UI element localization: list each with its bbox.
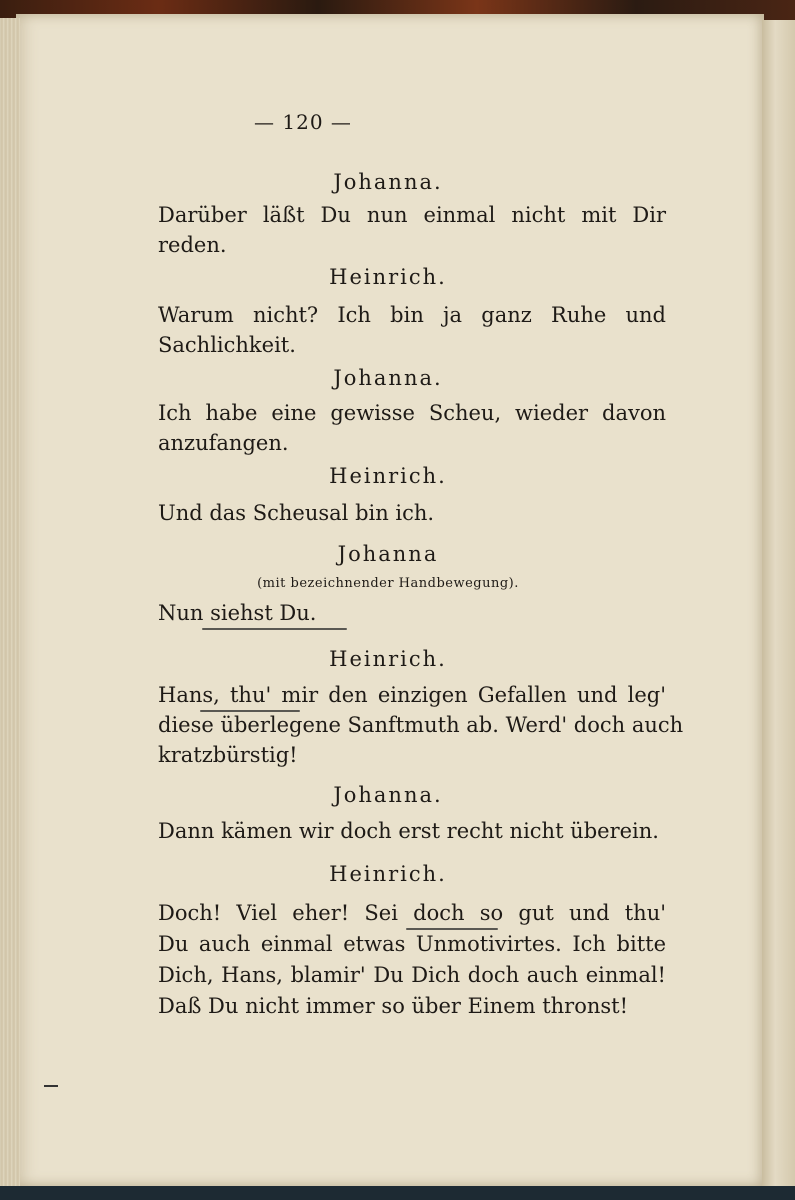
dialogue-line: Ich habe eine gewisse Scheu, wieder davon — [158, 401, 666, 425]
dialogue-line: Warum nicht? Ich bin ja ganz Ruhe und — [158, 303, 666, 327]
speaker-name: Johanna. — [333, 366, 443, 390]
speaker-name: Johanna — [337, 542, 439, 566]
dialogue-line: Und das Scheusal bin ich. — [158, 501, 435, 525]
dialogue-line: Nun siehst Du. — [158, 601, 317, 625]
speaker-name: Johanna. — [333, 170, 443, 194]
dialogue-line: Dich, Hans, blamir' Du Dich doch auch einmal! — [158, 963, 666, 987]
stage-direction: (mit bezeichnender Handbewegung). — [257, 576, 519, 591]
dialogue-line: Daß Du nicht immer so über Einem thronst! — [158, 994, 629, 1018]
dialogue-line: Doch! Viel eher! Sei doch so gut und thu' — [158, 901, 666, 925]
page-number: — 120 — — [254, 110, 352, 134]
dialogue-line: reden. — [158, 233, 227, 257]
facing-page-edge — [762, 20, 795, 1188]
speaker-name: Heinrich. — [329, 265, 447, 289]
dialogue-line: Sachlichkeit. — [158, 333, 296, 357]
dialogue-line: Hans, thu' mir den einzigen Gefallen und leg' — [158, 683, 666, 707]
page-edges — [0, 18, 20, 1188]
dialogue-line: diese überlegene Sanftmuth ab. Werd' doch auch — [158, 713, 684, 737]
speaker-name: Heinrich. — [329, 464, 447, 488]
dialogue-line: Du auch einmal etwas Unmotivirtes. Ich bitte — [158, 932, 666, 956]
speaker-name: Johanna. — [333, 783, 443, 807]
scan-background — [0, 1186, 795, 1200]
dialogue-line: Darüber läßt Du nun einmal nicht mit Dir — [158, 203, 666, 227]
dialogue-line: Dann kämen wir doch erst recht nicht überein. — [158, 819, 659, 843]
margin-mark — [44, 1085, 58, 1087]
dialogue-line: anzufangen. — [158, 431, 289, 455]
speaker-name: Heinrich. — [329, 862, 447, 886]
speaker-name: Heinrich. — [329, 647, 447, 671]
pencil-underline — [202, 628, 347, 630]
dialogue-line: kratzbürstig! — [158, 743, 298, 767]
